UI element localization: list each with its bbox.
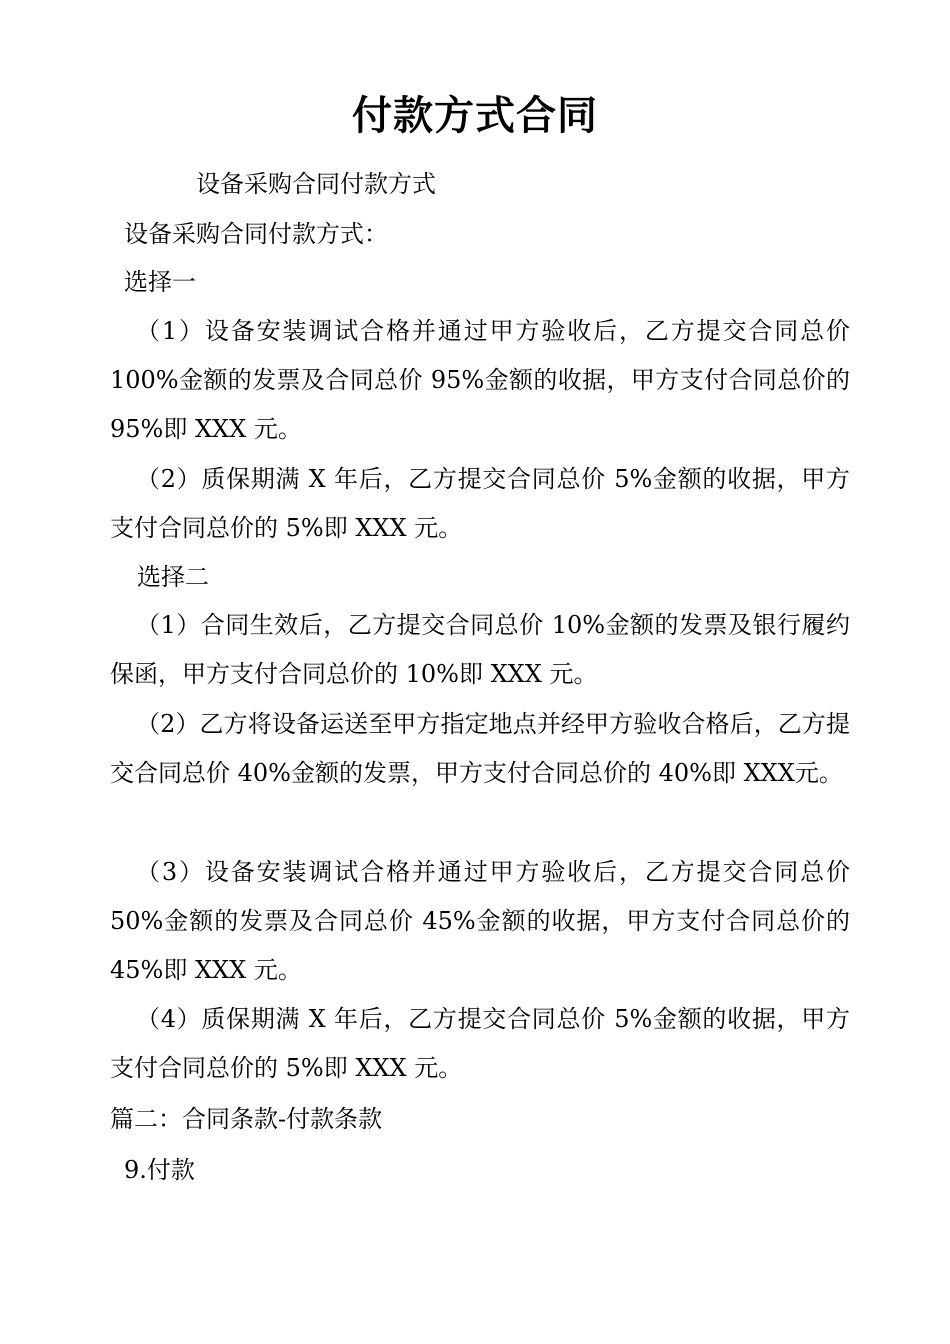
section2-heading: 篇二：合同条款-付款条款 [110, 1105, 383, 1133]
paragraph-text: （1）设备安装调试合格并通过甲方验收后，乙方提交合同总价100%金额的发票及合同总价 95%金额的收据，甲方支付合同总价的95%即 XXX 元。 [110, 317, 850, 443]
paragraph-text: （2）质保期满 X 年后，乙方提交合同总价 5%金额的收据，甲方支付合同总价的 5%即 XXX 元。 [110, 465, 850, 542]
document-title: 付款方式合同 [352, 93, 598, 139]
section2-item: 9.付款 [124, 1156, 195, 1184]
paragraph-text: （1）合同生效后，乙方提交合同总价 10%金额的发票及银行履约保函，甲方支付合同总价的 10%即 XXX 元。 [110, 611, 850, 688]
option2-item-2 [110, 700, 850, 798]
option2-heading: 选择二 [137, 563, 209, 591]
paragraph-text: （2）乙方将设备运送至甲方指定地点并经甲方验收合格后，乙方提交合同总价 40%金额的发票，甲方支付合同总价的 40%即 XXX元。 [110, 710, 850, 787]
option2-item-1 [110, 601, 850, 699]
document-subtitle: 设备采购合同付款方式 [196, 170, 436, 198]
intro-line: 设备采购合同付款方式： [124, 220, 388, 248]
option2-item-3 [110, 848, 850, 995]
option1-item-2 [110, 455, 850, 553]
paragraph-text: （4）质保期满 X 年后，乙方提交合同总价 5%金额的收据，甲方支付合同总价的 5%即 XXX 元。 [110, 1005, 850, 1082]
option1-item-1 [110, 307, 850, 454]
paragraph-text: （3）设备安装调试合格并通过甲方验收后，乙方提交合同总价50%金额的发票及合同总价 45%金额的收据，甲方支付合同总价的45%即 XXX 元。 [110, 858, 850, 984]
option1-heading: 选择一 [124, 268, 196, 296]
option2-item-4 [110, 995, 850, 1093]
